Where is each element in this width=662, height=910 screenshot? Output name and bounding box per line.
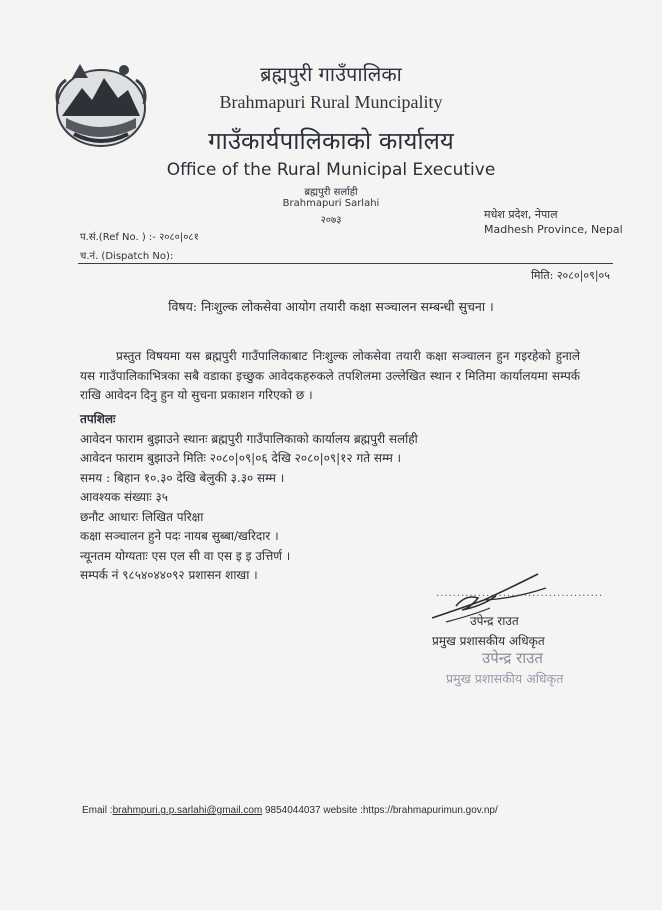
- office-name-np: गाउँकार्यपालिकाको कार्यालय: [208, 127, 454, 155]
- dispatch-number: च.नं. (Dispatch No):: [80, 251, 174, 262]
- email-label: Email :: [82, 805, 113, 816]
- phone-number: 9854044037: [262, 805, 324, 816]
- header-divider: [78, 263, 613, 264]
- signatory-name: उपेन्द्र राउत: [470, 614, 519, 628]
- established-year: २०७३: [320, 215, 342, 226]
- office-name-en: Office of the Rural Municipal Executive: [166, 160, 496, 180]
- detail-item: आवश्यक संख्याः ३५: [80, 490, 168, 504]
- detail-item: सम्पर्क नं ९८५४०४४०९२ प्रशासन शाखा ।: [80, 568, 258, 582]
- details-heading: तपशिलः: [80, 412, 116, 426]
- municipality-name-en: Brahmapuri Rural Muncipality: [219, 92, 443, 112]
- stamp-name: उपेन्द्र राउत: [482, 649, 543, 667]
- email-link[interactable]: brahmpuri.g.p.sarlahi@gmail.com: [112, 805, 263, 816]
- signature-line: ........................................: [436, 588, 604, 599]
- website-text[interactable]: website :https://brahmapurimun.gov.np/: [323, 805, 498, 816]
- location-en: Brahmapuri Sarlahi: [282, 198, 380, 209]
- stamp-title: प्रमुख प्रशासकीय अधिकृत: [446, 671, 564, 686]
- detail-item: आवेदन फाराम बुझाउने स्थानः ब्रह्मपुरी गाउँपालिकाको कार्यालय ब्रह्मपुरी सर्लाही: [80, 431, 418, 446]
- detail-item: आवेदन फाराम बुझाउने मितिः २०८०|०९|०६ देखि २०८०|०९|१२ गते सम्म ।: [80, 451, 402, 465]
- detail-item: कक्षा सञ्चालन हुने पदः नायब सुब्बा/खरिदार ।: [80, 529, 279, 543]
- letter-subject: विषय: निःशुल्क लोकसेवा आयोग तयारी कक्षा सञ्चालन सम्बन्धी सुचना ।: [168, 299, 494, 314]
- body-paragraph: प्रस्तुत विषयमा यस ब्रह्मपुरी गाउँपालिकाबाट निःशुल्क लोकसेवा तयारी कक्षा सञ्चालन हुन गइरहेको हुनाले यस गाउँपालिकाभित्रका सबै वडाका इच्छुक आवेदकहरुकले तपशिलमा उल्लेखित स्थान र मितिमा कार्यालयमा सम्पर्क राखि आवेदन दिनु हुन यो सुचना प्रकाशन गरिएको छ ।: [80, 349, 580, 402]
- letter-date: मिति: २०८०|०९|०५: [531, 269, 610, 282]
- signatory-title: प्रमुख प्रशासकीय अधिकृत: [432, 634, 545, 648]
- detail-item: छनौट आधारः लिखित परिक्षा: [80, 509, 204, 524]
- detail-item: न्यूनतम योग्यताः एस एल सी वा एस इ इ उत्तिर्ण ।: [80, 548, 291, 563]
- province-en: Madhesh Province, Nepal: [484, 223, 623, 236]
- footer-contact: [82, 805, 498, 816]
- detail-item: समय : बिहान १०.३० देखि बेलुकी ३.३० सम्म ।: [80, 470, 285, 485]
- province-np: मधेश प्रदेश, नेपाल: [484, 208, 558, 221]
- details-list: [80, 410, 418, 586]
- ref-number: प.सं.(Ref No. ) :- २०८०|०८१: [80, 232, 199, 243]
- municipality-name-np: ब्रह्मपुरी गाउँपालिका: [260, 62, 402, 86]
- location-np: ब्रह्मपुरी सर्लाही: [304, 187, 358, 198]
